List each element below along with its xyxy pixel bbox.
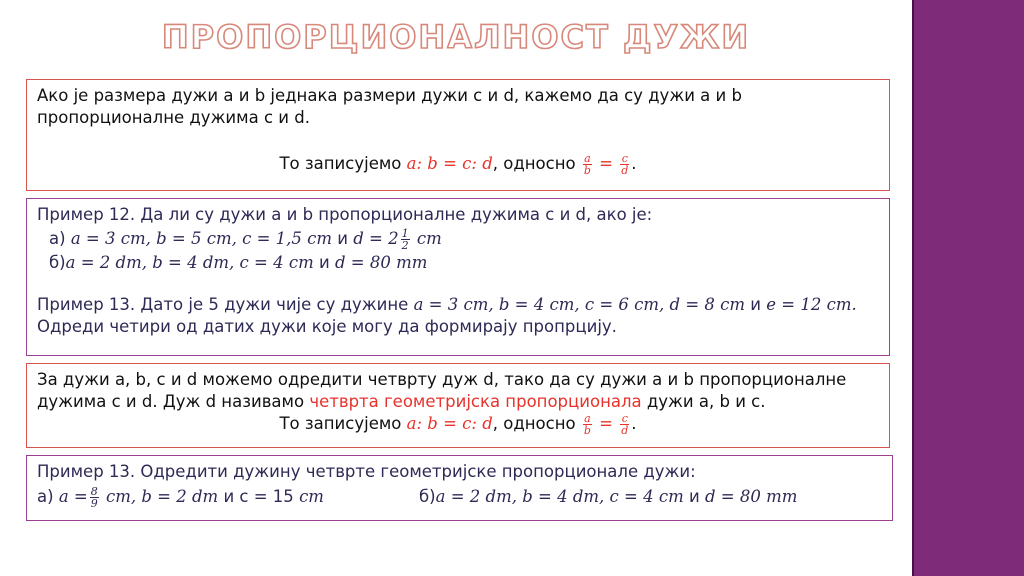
exercise-box bbox=[26, 455, 893, 521]
period: . bbox=[631, 154, 637, 173]
unit: cm bbox=[299, 487, 324, 506]
equals-sign: = bbox=[599, 414, 613, 433]
and-word: и bbox=[688, 487, 700, 506]
examples-box bbox=[26, 198, 890, 356]
notation-label: То записујемо bbox=[279, 414, 402, 433]
example-13-values: a = 3 cm, b = 4 cm, c = 6 cm, d = 8 cm bbox=[413, 295, 746, 314]
fraction-denominator: b bbox=[583, 164, 591, 177]
part-a-c: и c = 15 bbox=[223, 487, 294, 506]
fraction-c-d bbox=[620, 413, 629, 436]
fraction-numerator: a bbox=[584, 412, 591, 425]
decorative-sidebar bbox=[912, 0, 1024, 576]
exercise-parts bbox=[37, 483, 882, 511]
part-b-values: a = 2 dm, b = 4 dm, c = 4 cm bbox=[65, 253, 314, 272]
exercise-title: Пример 13. Одредити дужину четврте геометријске пропорционале дужи: bbox=[37, 462, 696, 481]
part-a-a: a = bbox=[58, 487, 88, 506]
fraction-c-d bbox=[620, 153, 629, 176]
part-b-d-value: d = 80 mm bbox=[334, 253, 428, 272]
equals-sign: = bbox=[599, 154, 613, 173]
example-12-part-a bbox=[37, 226, 879, 252]
and-word: и bbox=[337, 229, 348, 248]
part-label: а) bbox=[49, 229, 66, 248]
example-12-title: Пример 12. Да ли су дужи a и b пропорционалне дужима c и d, ако је: bbox=[37, 205, 653, 224]
notation-line bbox=[37, 153, 879, 176]
ratio-expression: a: b = c: d bbox=[406, 154, 493, 173]
example-13-text: Пример 13. Дато је 5 дужи чије су дужине bbox=[37, 295, 409, 314]
mixed-fraction bbox=[401, 228, 410, 251]
and-word: и bbox=[318, 253, 330, 272]
period: . bbox=[631, 414, 637, 433]
part-a-values: a = 3 cm, b = 5 cm, c = 1,5 cm bbox=[70, 229, 333, 248]
unit: cm bbox=[416, 229, 442, 248]
ratio-expression: a: b = c: d bbox=[406, 414, 493, 433]
notation-label: То записујемо bbox=[279, 154, 402, 173]
fraction-denominator: d bbox=[621, 424, 629, 437]
definition-line-1: Ако је размера дужи a и b једнака размери дужи c и d, кажемо да су дужи a и b bbox=[37, 86, 742, 105]
fraction-denominator: 9 bbox=[90, 497, 98, 510]
fraction-denominator: d bbox=[621, 164, 629, 177]
and-word: и bbox=[750, 295, 762, 314]
part-b-d-value: d = 80 mm bbox=[704, 487, 798, 506]
fourth-line-2 bbox=[37, 391, 879, 413]
part-label: б) bbox=[49, 253, 66, 272]
definition-line-2: пропорционалне дужима c и d. bbox=[37, 108, 310, 127]
part-b bbox=[419, 483, 797, 511]
notation-line bbox=[37, 413, 879, 436]
fraction-denominator: 2 bbox=[401, 239, 409, 252]
definition-box bbox=[26, 79, 890, 191]
fourth-line-2-pre: дужима c и d. Дуж d називамо bbox=[37, 392, 305, 411]
part-label: б) bbox=[419, 487, 436, 506]
example-13-line-1 bbox=[37, 294, 879, 316]
example-13-line-2: Одреди четири од датих дужи које могу да формирају пропрцију. bbox=[37, 317, 617, 336]
part-a-d-value: d = 2 bbox=[353, 229, 399, 248]
fourth-line-2-post: дужи a, b и c. bbox=[646, 392, 766, 411]
fraction-a-b bbox=[583, 413, 592, 436]
fraction-denominator: b bbox=[583, 424, 591, 437]
example-12-part-b bbox=[37, 252, 879, 274]
fraction-numerator: a bbox=[584, 152, 591, 165]
fraction-a-b bbox=[583, 153, 592, 176]
slide-title: ПРОПОРЦИОНАЛНОСТ ДУЖИ bbox=[161, 18, 751, 56]
fraction-8-9 bbox=[90, 486, 99, 509]
part-a-b: cm, b = 2 dm bbox=[105, 487, 219, 506]
highlighted-term: четврта геометријска пропорционала bbox=[309, 392, 642, 411]
fraction-numerator: 8 bbox=[90, 485, 98, 498]
respectively-text: , односно bbox=[492, 154, 576, 173]
example-13-e-value: e = 12 cm. bbox=[766, 295, 857, 314]
fourth-proportional-box bbox=[26, 363, 890, 448]
fraction-numerator: c bbox=[621, 412, 628, 425]
respectively-text: , односно bbox=[492, 414, 576, 433]
part-label: а) bbox=[37, 487, 54, 506]
part-b-values: a = 2 dm, b = 4 dm, c = 4 cm bbox=[435, 487, 684, 506]
fourth-line-1: За дужи a, b, c и d можемо одредити четврту дуж d, тако да су дужи a и b пропорционалне bbox=[37, 370, 847, 389]
fraction-numerator: 1 bbox=[401, 227, 409, 240]
fraction-numerator: c bbox=[621, 152, 628, 165]
